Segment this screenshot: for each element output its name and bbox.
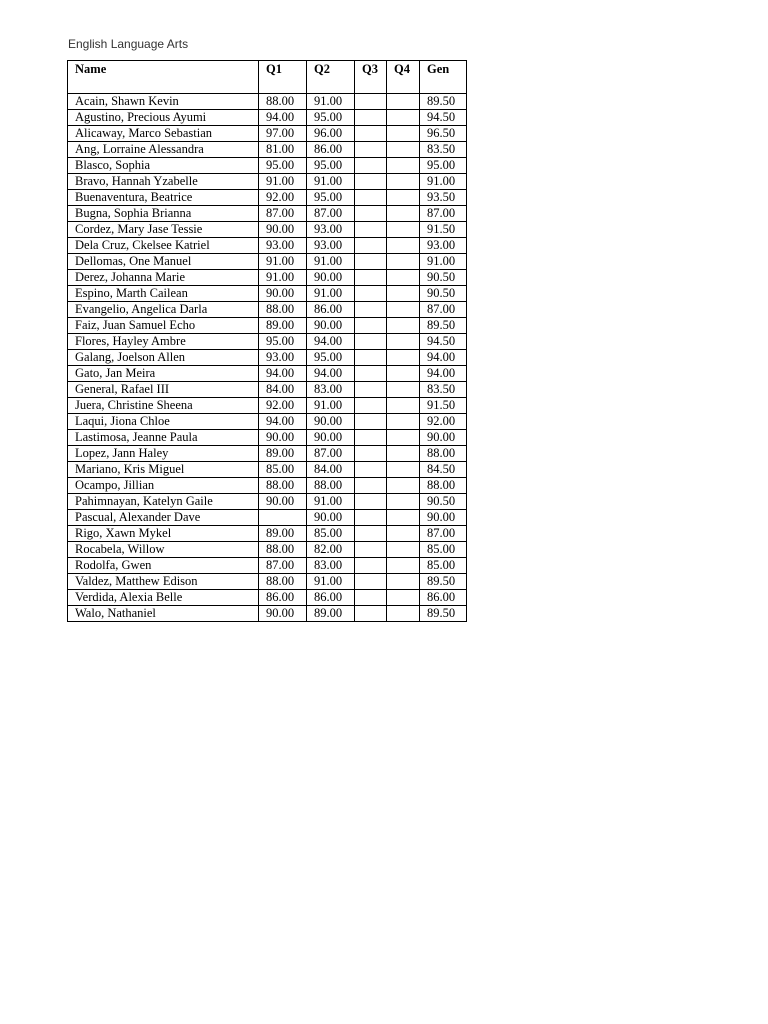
cell-q3-grade <box>355 270 387 286</box>
table-row <box>68 494 467 510</box>
cell-q3-grade <box>355 94 387 110</box>
cell-q3-grade <box>355 286 387 302</box>
cell-q4-grade <box>387 366 420 382</box>
cell-q4-grade <box>387 606 420 622</box>
cell-q1-grade: 95.00 <box>259 334 307 350</box>
cell-q3-grade <box>355 494 387 510</box>
table-row <box>68 318 467 334</box>
cell-q3-grade <box>355 318 387 334</box>
cell-q4-grade <box>387 222 420 238</box>
table-row <box>68 462 467 478</box>
table-row <box>68 302 467 318</box>
cell-q2-grade: 90.00 <box>307 430 355 446</box>
table-row <box>68 446 467 462</box>
cell-student-name: Derez, Johanna Marie <box>68 270 259 286</box>
cell-q2-grade: 90.00 <box>307 318 355 334</box>
cell-q3-grade <box>355 590 387 606</box>
cell-q1-grade: 95.00 <box>259 158 307 174</box>
cell-q2-grade: 91.00 <box>307 494 355 510</box>
cell-q4-grade <box>387 558 420 574</box>
table-header-row <box>68 61 467 94</box>
cell-general-average: 85.00 <box>420 542 467 558</box>
cell-q2-grade: 90.00 <box>307 414 355 430</box>
cell-q2-grade: 88.00 <box>307 478 355 494</box>
cell-q4-grade <box>387 526 420 542</box>
cell-q2-grade: 93.00 <box>307 222 355 238</box>
table-row <box>68 574 467 590</box>
cell-q1-grade: 89.00 <box>259 526 307 542</box>
cell-q4-grade <box>387 238 420 254</box>
cell-q1-grade: 88.00 <box>259 542 307 558</box>
cell-q1-grade: 88.00 <box>259 302 307 318</box>
cell-general-average: 90.50 <box>420 270 467 286</box>
cell-q1-grade: 94.00 <box>259 414 307 430</box>
cell-student-name: Pascual, Alexander Dave <box>68 510 259 526</box>
cell-q2-grade: 83.00 <box>307 382 355 398</box>
grades-table <box>67 60 467 622</box>
cell-q4-grade <box>387 110 420 126</box>
cell-q1-grade: 94.00 <box>259 110 307 126</box>
cell-general-average: 90.00 <box>420 510 467 526</box>
table-row <box>68 206 467 222</box>
cell-general-average: 91.50 <box>420 222 467 238</box>
cell-student-name: Ocampo, Jillian <box>68 478 259 494</box>
cell-q2-grade: 93.00 <box>307 238 355 254</box>
column-header-q3: Q3 <box>355 61 387 94</box>
cell-q1-grade: 87.00 <box>259 206 307 222</box>
cell-q4-grade <box>387 158 420 174</box>
table-row <box>68 558 467 574</box>
cell-q2-grade: 82.00 <box>307 542 355 558</box>
table-row <box>68 590 467 606</box>
table-row <box>68 286 467 302</box>
cell-q1-grade: 89.00 <box>259 446 307 462</box>
cell-q4-grade <box>387 286 420 302</box>
cell-general-average: 84.50 <box>420 462 467 478</box>
cell-general-average: 90.00 <box>420 430 467 446</box>
cell-q4-grade <box>387 430 420 446</box>
cell-q3-grade <box>355 430 387 446</box>
table-row <box>68 542 467 558</box>
cell-q3-grade <box>355 510 387 526</box>
cell-general-average: 87.00 <box>420 526 467 542</box>
cell-q1-grade: 91.00 <box>259 270 307 286</box>
cell-q2-grade: 91.00 <box>307 574 355 590</box>
cell-student-name: Ang, Lorraine Alessandra <box>68 142 259 158</box>
document-title: English Language Arts <box>68 37 189 51</box>
cell-student-name: Acain, Shawn Kevin <box>68 94 259 110</box>
cell-q3-grade <box>355 238 387 254</box>
table-row <box>68 334 467 350</box>
cell-q1-grade: 93.00 <box>259 238 307 254</box>
cell-q2-grade: 87.00 <box>307 206 355 222</box>
cell-q2-grade: 86.00 <box>307 142 355 158</box>
cell-student-name: Blasco, Sophia <box>68 158 259 174</box>
cell-q1-grade: 90.00 <box>259 494 307 510</box>
cell-q2-grade: 90.00 <box>307 270 355 286</box>
cell-q3-grade <box>355 398 387 414</box>
cell-general-average: 94.50 <box>420 110 467 126</box>
table-row <box>68 190 467 206</box>
cell-q3-grade <box>355 334 387 350</box>
table-row <box>68 158 467 174</box>
table-row <box>68 430 467 446</box>
column-header-q1: Q1 <box>259 61 307 94</box>
cell-general-average: 91.00 <box>420 254 467 270</box>
cell-q2-grade: 85.00 <box>307 526 355 542</box>
cell-q2-grade: 89.00 <box>307 606 355 622</box>
cell-q3-grade <box>355 302 387 318</box>
cell-q2-grade: 91.00 <box>307 254 355 270</box>
cell-general-average: 91.00 <box>420 174 467 190</box>
cell-q3-grade <box>355 414 387 430</box>
cell-student-name: Dellomas, One Manuel <box>68 254 259 270</box>
cell-student-name: Lopez, Jann Haley <box>68 446 259 462</box>
cell-q1-grade: 90.00 <box>259 606 307 622</box>
cell-q3-grade <box>355 526 387 542</box>
cell-general-average: 89.50 <box>420 574 467 590</box>
cell-q3-grade <box>355 382 387 398</box>
column-header-q2: Q2 <box>307 61 355 94</box>
cell-q2-grade: 95.00 <box>307 110 355 126</box>
cell-q1-grade: 90.00 <box>259 286 307 302</box>
cell-q3-grade <box>355 174 387 190</box>
cell-student-name: Juera, Christine Sheena <box>68 398 259 414</box>
cell-q3-grade <box>355 558 387 574</box>
cell-student-name: Faiz, Juan Samuel Echo <box>68 318 259 334</box>
cell-student-name: Rigo, Xawn Mykel <box>68 526 259 542</box>
cell-general-average: 83.50 <box>420 382 467 398</box>
cell-q2-grade: 83.00 <box>307 558 355 574</box>
table-row <box>68 350 467 366</box>
cell-student-name: Dela Cruz, Ckelsee Katriel <box>68 238 259 254</box>
cell-q1-grade: 90.00 <box>259 430 307 446</box>
table-row <box>68 526 467 542</box>
cell-general-average: 96.50 <box>420 126 467 142</box>
cell-q1-grade: 91.00 <box>259 254 307 270</box>
table-row <box>68 222 467 238</box>
cell-q2-grade: 95.00 <box>307 350 355 366</box>
cell-q1-grade: 93.00 <box>259 350 307 366</box>
cell-q4-grade <box>387 590 420 606</box>
cell-student-name: Lastimosa, Jeanne Paula <box>68 430 259 446</box>
cell-q4-grade <box>387 382 420 398</box>
cell-q3-grade <box>355 254 387 270</box>
cell-q4-grade <box>387 350 420 366</box>
cell-q1-grade: 91.00 <box>259 174 307 190</box>
cell-q1-grade: 88.00 <box>259 94 307 110</box>
cell-q1-grade: 90.00 <box>259 222 307 238</box>
cell-q4-grade <box>387 510 420 526</box>
cell-q1-grade: 88.00 <box>259 478 307 494</box>
cell-q4-grade <box>387 494 420 510</box>
cell-q1-grade: 81.00 <box>259 142 307 158</box>
cell-q3-grade <box>355 190 387 206</box>
cell-q4-grade <box>387 478 420 494</box>
cell-q1-grade: 89.00 <box>259 318 307 334</box>
cell-general-average: 88.00 <box>420 478 467 494</box>
cell-q2-grade: 90.00 <box>307 510 355 526</box>
cell-q4-grade <box>387 126 420 142</box>
cell-student-name: Espino, Marth Cailean <box>68 286 259 302</box>
cell-q2-grade: 86.00 <box>307 302 355 318</box>
cell-general-average: 86.00 <box>420 590 467 606</box>
cell-q4-grade <box>387 254 420 270</box>
cell-q1-grade: 92.00 <box>259 190 307 206</box>
column-header-gen: Gen <box>420 61 467 94</box>
cell-q1-grade: 87.00 <box>259 558 307 574</box>
cell-general-average: 94.00 <box>420 350 467 366</box>
cell-q3-grade <box>355 542 387 558</box>
table-row <box>68 510 467 526</box>
cell-student-name: Galang, Joelson Allen <box>68 350 259 366</box>
table-row <box>68 110 467 126</box>
cell-q4-grade <box>387 446 420 462</box>
cell-general-average: 88.00 <box>420 446 467 462</box>
cell-q3-grade <box>355 206 387 222</box>
table-row <box>68 238 467 254</box>
table-row <box>68 414 467 430</box>
cell-q2-grade: 91.00 <box>307 94 355 110</box>
cell-q3-grade <box>355 142 387 158</box>
cell-q4-grade <box>387 302 420 318</box>
cell-q2-grade: 86.00 <box>307 590 355 606</box>
cell-q1-grade: 88.00 <box>259 574 307 590</box>
cell-q3-grade <box>355 126 387 142</box>
cell-q1-grade: 84.00 <box>259 382 307 398</box>
cell-q1-grade: 94.00 <box>259 366 307 382</box>
cell-q3-grade <box>355 366 387 382</box>
cell-q4-grade <box>387 206 420 222</box>
cell-student-name: Agustino, Precious Ayumi <box>68 110 259 126</box>
cell-student-name: Walo, Nathaniel <box>68 606 259 622</box>
cell-q3-grade <box>355 158 387 174</box>
cell-student-name: General, Rafael III <box>68 382 259 398</box>
cell-student-name: Bugna, Sophia Brianna <box>68 206 259 222</box>
cell-q2-grade: 94.00 <box>307 334 355 350</box>
cell-student-name: Mariano, Kris Miguel <box>68 462 259 478</box>
cell-q4-grade <box>387 398 420 414</box>
cell-student-name: Pahimnayan, Katelyn Gaile <box>68 494 259 510</box>
cell-q4-grade <box>387 94 420 110</box>
cell-student-name: Gato, Jan Meira <box>68 366 259 382</box>
cell-q3-grade <box>355 574 387 590</box>
cell-student-name: Bravo, Hannah Yzabelle <box>68 174 259 190</box>
cell-student-name: Valdez, Matthew Edison <box>68 574 259 590</box>
cell-general-average: 94.00 <box>420 366 467 382</box>
table-row <box>68 382 467 398</box>
table-row <box>68 126 467 142</box>
table-row <box>68 606 467 622</box>
cell-general-average: 89.50 <box>420 606 467 622</box>
cell-general-average: 90.50 <box>420 494 467 510</box>
cell-q2-grade: 94.00 <box>307 366 355 382</box>
cell-q3-grade <box>355 110 387 126</box>
cell-general-average: 93.00 <box>420 238 467 254</box>
cell-q3-grade <box>355 350 387 366</box>
cell-q1-grade: 85.00 <box>259 462 307 478</box>
table-row <box>68 270 467 286</box>
table-row <box>68 398 467 414</box>
cell-q4-grade <box>387 174 420 190</box>
cell-general-average: 91.50 <box>420 398 467 414</box>
cell-q2-grade: 84.00 <box>307 462 355 478</box>
cell-general-average: 94.50 <box>420 334 467 350</box>
cell-q4-grade <box>387 542 420 558</box>
cell-general-average: 95.00 <box>420 158 467 174</box>
cell-general-average: 93.50 <box>420 190 467 206</box>
cell-general-average: 87.00 <box>420 206 467 222</box>
cell-q2-grade: 95.00 <box>307 190 355 206</box>
cell-student-name: Laqui, Jiona Chloe <box>68 414 259 430</box>
cell-general-average: 83.50 <box>420 142 467 158</box>
cell-general-average: 85.00 <box>420 558 467 574</box>
cell-q3-grade <box>355 478 387 494</box>
cell-q3-grade <box>355 446 387 462</box>
column-header-name: Name <box>68 61 259 94</box>
table-row <box>68 174 467 190</box>
cell-general-average: 90.50 <box>420 286 467 302</box>
cell-q4-grade <box>387 574 420 590</box>
cell-q2-grade: 95.00 <box>307 158 355 174</box>
cell-q4-grade <box>387 414 420 430</box>
cell-q1-grade: 97.00 <box>259 126 307 142</box>
cell-student-name: Alicaway, Marco Sebastian <box>68 126 259 142</box>
cell-q2-grade: 87.00 <box>307 446 355 462</box>
cell-student-name: Flores, Hayley Ambre <box>68 334 259 350</box>
table-row <box>68 478 467 494</box>
cell-q4-grade <box>387 142 420 158</box>
cell-general-average: 87.00 <box>420 302 467 318</box>
cell-q3-grade <box>355 606 387 622</box>
cell-q3-grade <box>355 462 387 478</box>
cell-q1-grade <box>259 510 307 526</box>
cell-q4-grade <box>387 270 420 286</box>
table-row <box>68 94 467 110</box>
cell-student-name: Evangelio, Angelica Darla <box>68 302 259 318</box>
cell-q3-grade <box>355 222 387 238</box>
cell-q4-grade <box>387 190 420 206</box>
cell-q2-grade: 91.00 <box>307 286 355 302</box>
cell-general-average: 89.50 <box>420 318 467 334</box>
cell-student-name: Verdida, Alexia Belle <box>68 590 259 606</box>
cell-q2-grade: 96.00 <box>307 126 355 142</box>
cell-general-average: 92.00 <box>420 414 467 430</box>
cell-q1-grade: 92.00 <box>259 398 307 414</box>
cell-q4-grade <box>387 318 420 334</box>
cell-q2-grade: 91.00 <box>307 174 355 190</box>
column-header-q4: Q4 <box>387 61 420 94</box>
table-row <box>68 366 467 382</box>
cell-student-name: Rocabela, Willow <box>68 542 259 558</box>
table-row <box>68 142 467 158</box>
cell-student-name: Cordez, Mary Jase Tessie <box>68 222 259 238</box>
cell-q1-grade: 86.00 <box>259 590 307 606</box>
cell-q4-grade <box>387 462 420 478</box>
cell-student-name: Rodolfa, Gwen <box>68 558 259 574</box>
cell-q2-grade: 91.00 <box>307 398 355 414</box>
cell-general-average: 89.50 <box>420 94 467 110</box>
cell-student-name: Buenaventura, Beatrice <box>68 190 259 206</box>
cell-q4-grade <box>387 334 420 350</box>
table-row <box>68 254 467 270</box>
